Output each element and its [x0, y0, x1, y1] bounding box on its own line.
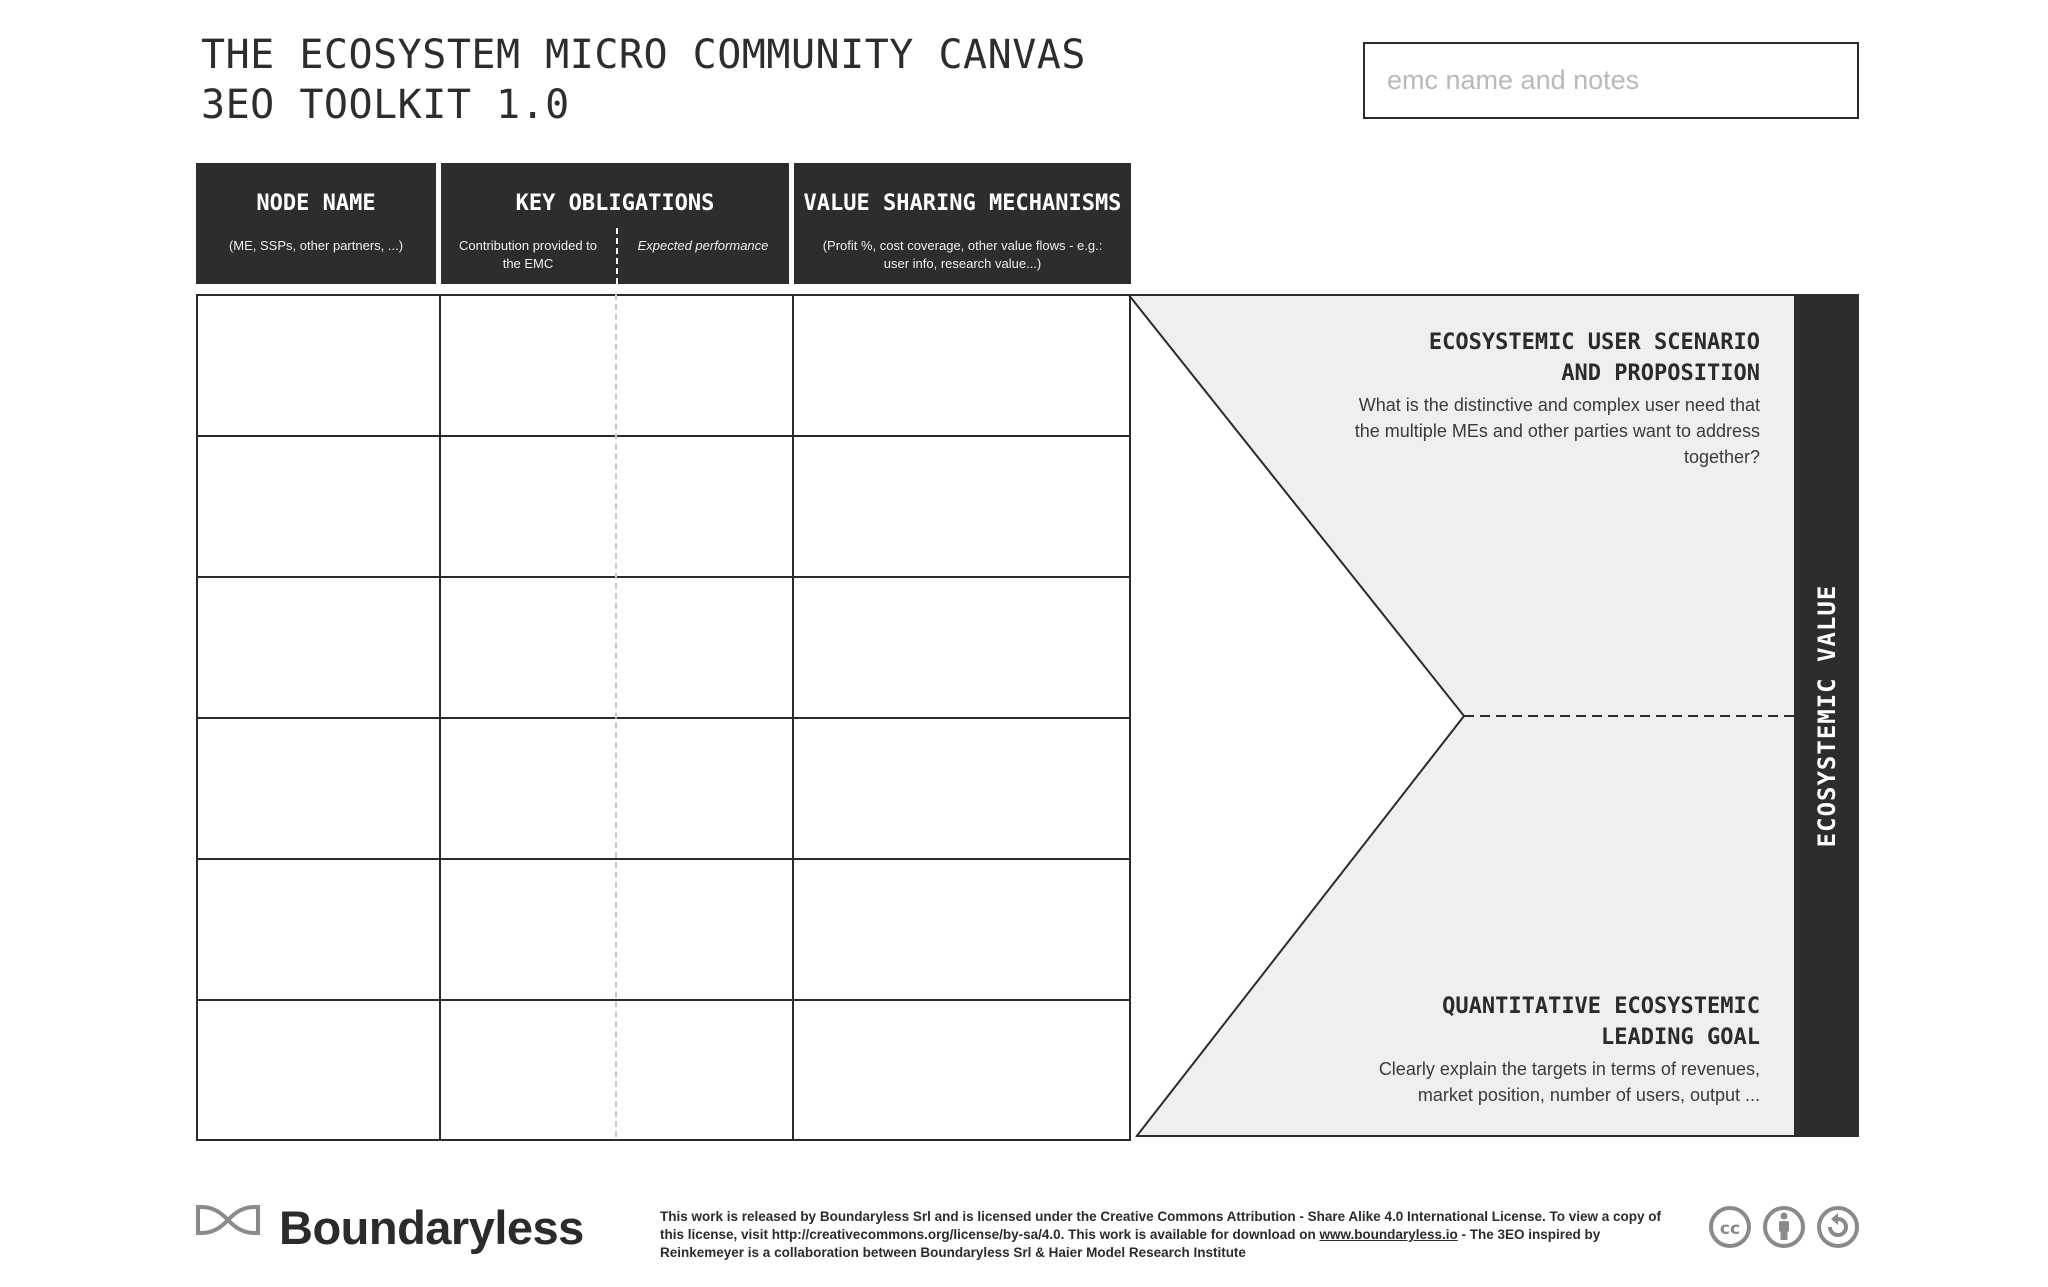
boundaryless-link[interactable]: www.boundaryless.io [1319, 1227, 1458, 1242]
scenario-title-line-1: ECOSYSTEMIC USER SCENARIO [1428, 330, 1760, 355]
header-value-sharing [794, 163, 1131, 284]
license-text-part-1: This work is released by Boundaryless Srl and is licensed under the Creative Commons Attribution - Share Alike 4.0 International License. To view a copy of this license, visit http://creativecommons.org/license/by-sa/4.0. This work is available for download on [660, 1209, 1662, 1242]
goal-description: Clearly explain the targets in terms of revenues, market position, number of users, output ... [1378, 1059, 1760, 1105]
ecosystemic-value-bar [1794, 294, 1859, 1137]
license-text [660, 1208, 1670, 1262]
node-name-cell[interactable] [196, 294, 441, 437]
page-title [201, 30, 1086, 130]
goal-title-line-1: QUANTITATIVE ECOSYSTEMIC [1442, 994, 1760, 1019]
ecosystemic-value-label: ECOSYSTEMIC VALUE [1812, 584, 1841, 847]
title-line-1: THE ECOSYSTEM MICRO COMMUNITY CANVAS [201, 32, 1086, 78]
value-sharing-cell[interactable] [792, 294, 1131, 437]
node-name-cell[interactable] [196, 858, 441, 1001]
header-node-name [196, 163, 436, 284]
svg-text:cc: cc [1719, 1219, 1741, 1239]
scenario-title [1429, 327, 1760, 389]
value-sharing-cell[interactable] [792, 717, 1131, 860]
node-name-title: NODE NAME [256, 191, 376, 216]
scenario-title-line-2: AND PROPOSITION [1561, 361, 1760, 386]
node-name-cell[interactable] [196, 717, 441, 860]
value-sharing-cell[interactable] [792, 858, 1131, 1001]
value-sharing-cell[interactable] [792, 435, 1131, 578]
obligations-divider [616, 228, 618, 284]
obligations-dashed-separator [615, 294, 617, 1137]
value-sharing-cell[interactable] [792, 576, 1131, 719]
goal-title-line-2: LEADING GOAL [1601, 1025, 1760, 1050]
obligations-performance-label: Expected performance [637, 238, 769, 253]
obligations-contribution-label: Contribution provided to the EMC [458, 238, 598, 271]
node-name-cell[interactable] [196, 576, 441, 719]
share-alike-icon [1819, 1208, 1857, 1246]
value-sharing-title: VALUE SHARING MECHANISMS [803, 191, 1122, 216]
key-obligations-title: KEY OBLIGATIONS [515, 191, 715, 216]
attribution-icon [1765, 1208, 1803, 1246]
cc-icon [1711, 1208, 1749, 1246]
scenario-description: What is the distinctive and complex user need that the multiple MEs and other parties want to address together? [1354, 395, 1760, 467]
node-name-subtitle: (ME, SSPs, other partners, ...) [228, 238, 404, 253]
value-sharing-cell[interactable] [792, 999, 1131, 1141]
emc-notes-box [1363, 42, 1859, 119]
emc-notes-input[interactable] [1365, 44, 1857, 117]
header-key-obligations [441, 163, 789, 284]
value-sharing-subtitle: (Profit %, cost coverage, other value flows - e.g.: user info, research value...) [822, 238, 1103, 271]
node-name-cell[interactable] [196, 435, 441, 578]
node-name-cell[interactable] [196, 999, 441, 1141]
title-line-2: 3EO TOOLKIT 1.0 [201, 82, 570, 128]
boundaryless-logo-icon [196, 1203, 260, 1237]
goal-title [1442, 991, 1760, 1053]
creative-commons-icons [1708, 1205, 1860, 1249]
brand-name: Boundaryless [279, 1201, 584, 1254]
license-text-part-2: - The 3EO inspired by Reinkemeyer is a collaboration between Boundaryless Srl & Haier Model Research Institute [660, 1227, 1601, 1260]
